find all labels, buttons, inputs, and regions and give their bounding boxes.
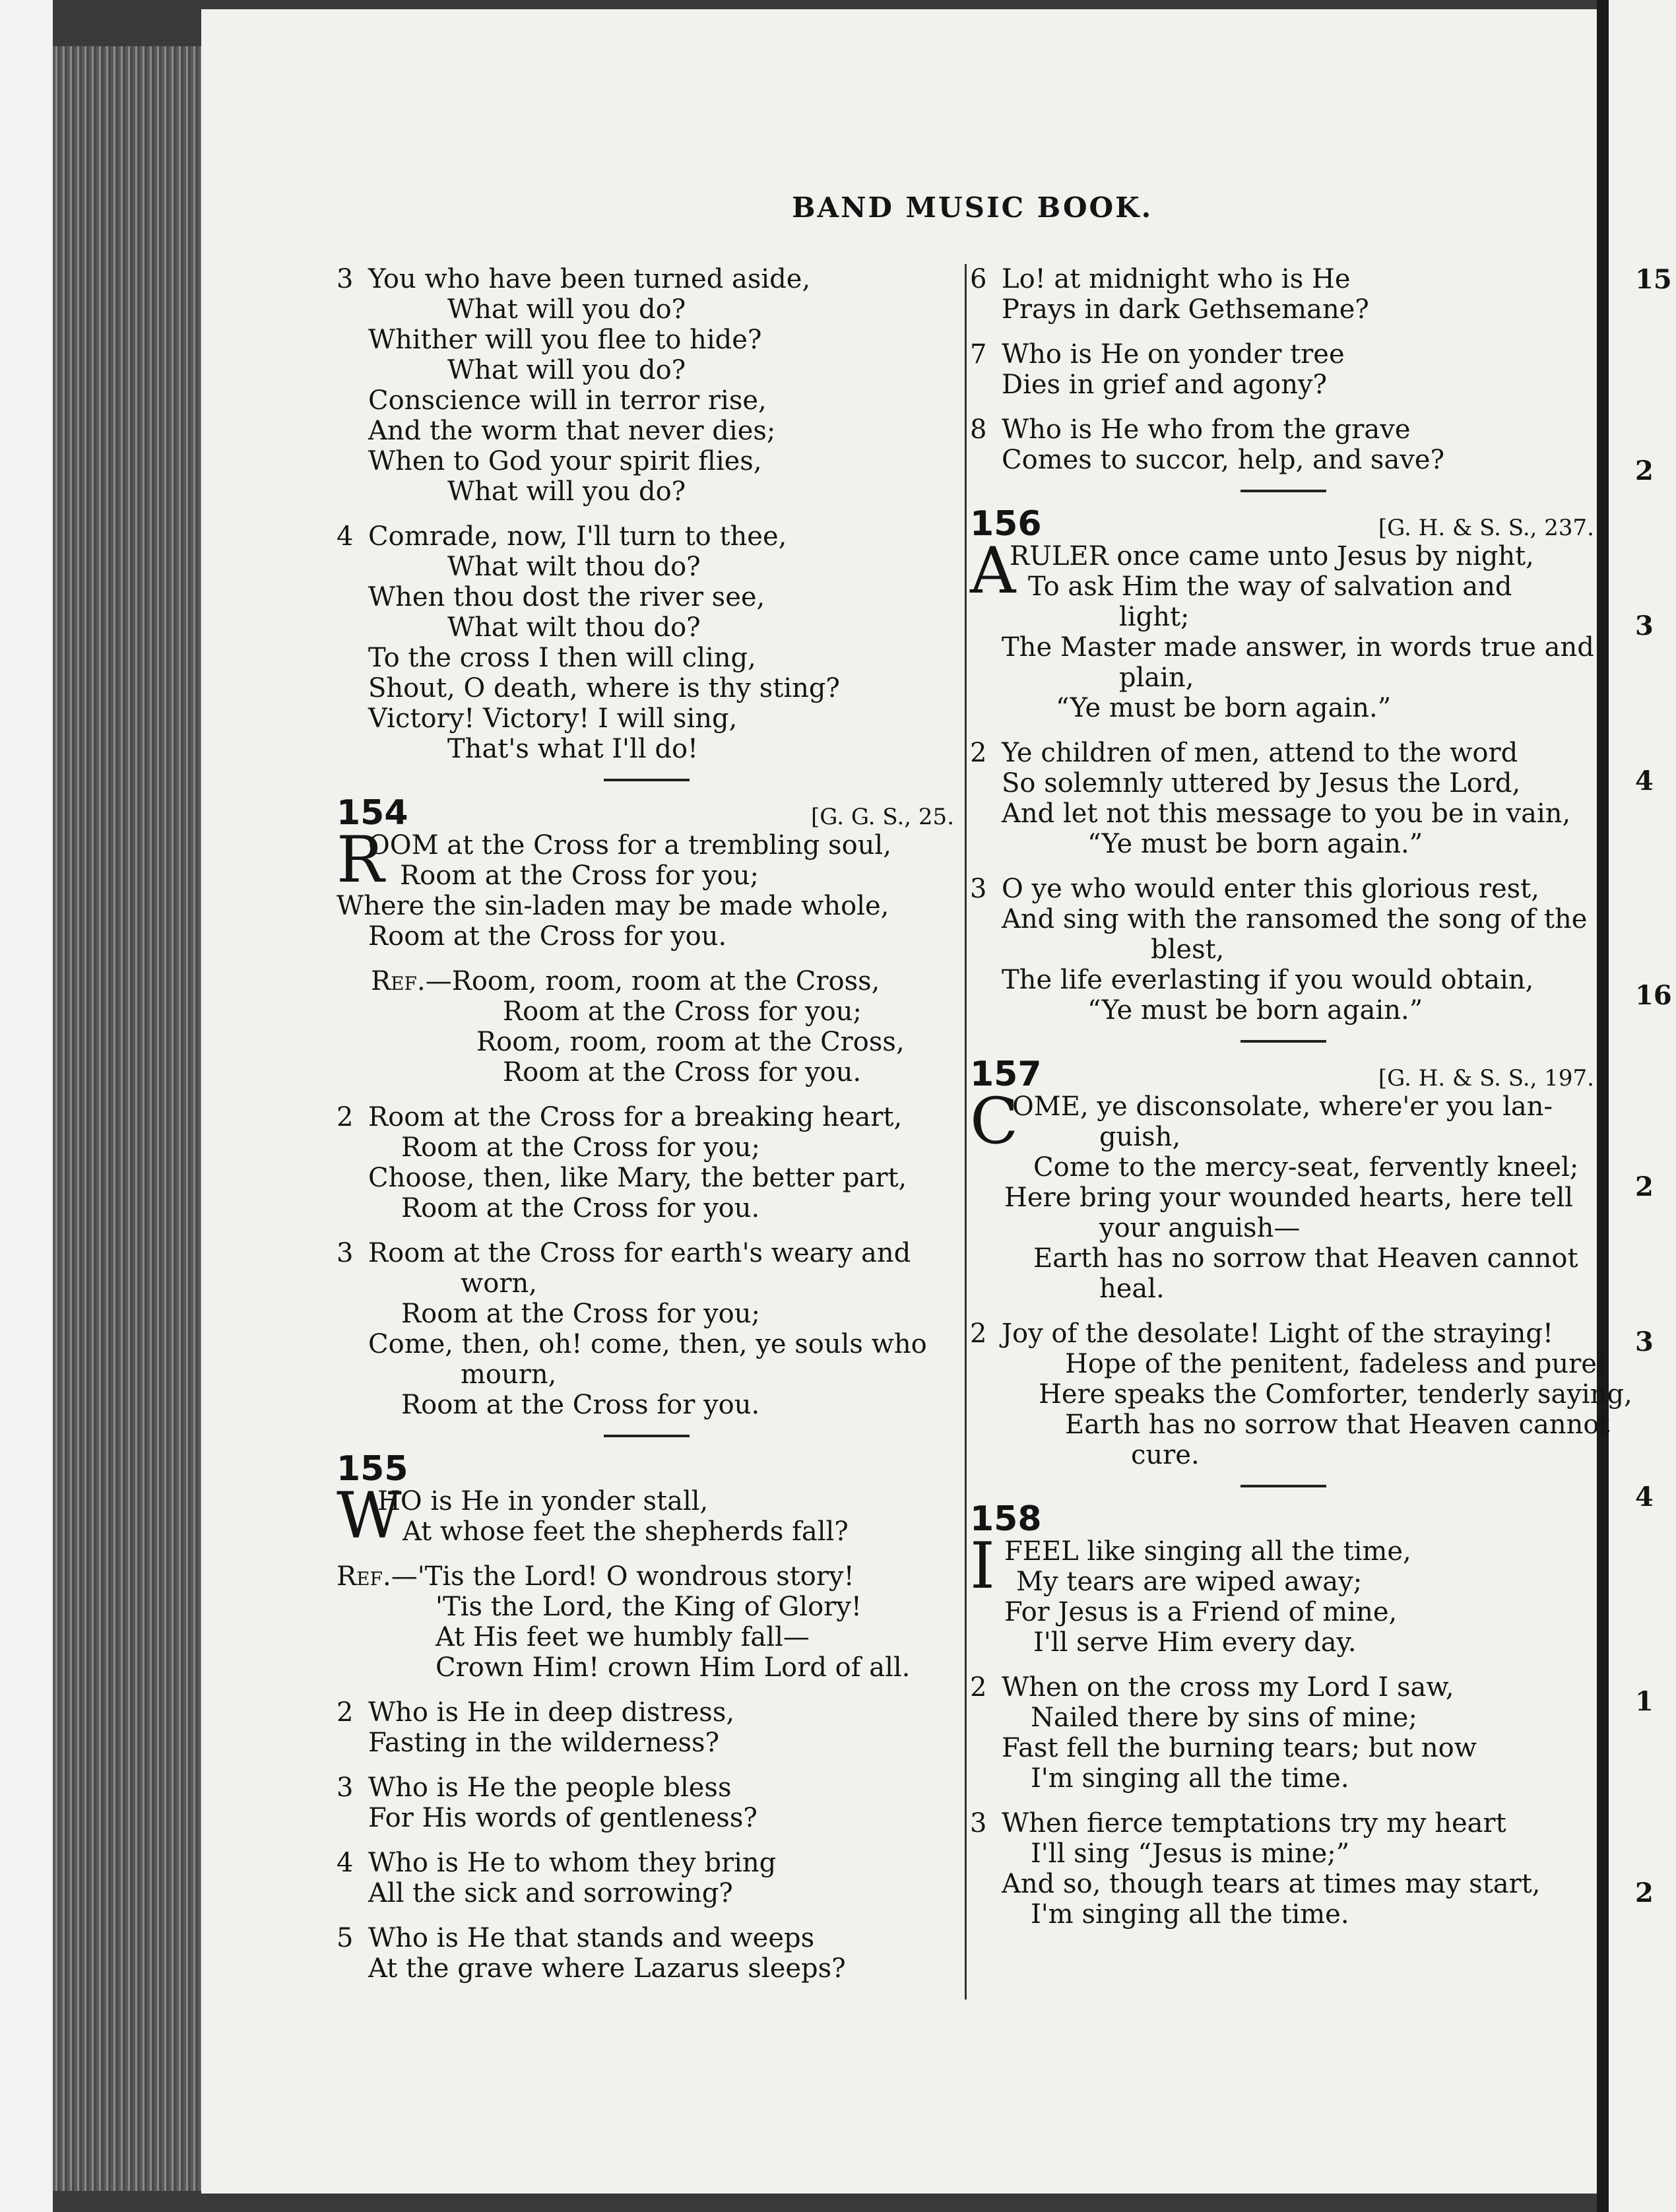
hymn-number: 157 [970, 1055, 1042, 1094]
hymn-number: 155 [337, 1449, 408, 1489]
verse-line: When to God your spirit flies, [368, 446, 762, 476]
verse-line: For His words of gentleness? [368, 1803, 757, 1833]
verse-line: That's what I'll do! [447, 734, 699, 764]
verse-line: Prays in dark Gethsemane? [1002, 294, 1369, 325]
verse-line: And the worm that never dies; [368, 416, 776, 446]
verse-line: At whose feet the shepherds fall? [403, 1516, 849, 1547]
hymn-number: 154 [337, 793, 408, 833]
hymn-157 [970, 1055, 1632, 1470]
verse-line: Comes to succor, help, and save? [1002, 445, 1445, 475]
verse-line: Choose, then, like Mary, the better part, [368, 1163, 907, 1193]
verse-line: your anguish— [1099, 1213, 1301, 1243]
verse-line: OME, ye disconsolate, where'er you lan- [1012, 1091, 1553, 1122]
refrain-line: Room, room, room at the Cross, [476, 1027, 905, 1057]
verse-line: Who is He to whom they bring [368, 1848, 777, 1878]
verse-line: Room at the Cross for you. [401, 1390, 760, 1420]
verse-line: Victory! Victory! I will sing, [368, 703, 738, 734]
verse-number: 4 [337, 521, 354, 552]
margin-hymn-number: 15 [1635, 264, 1672, 295]
verse-number: 5 [337, 1923, 354, 1953]
verse-line: Room at the Cross for you. [401, 1193, 760, 1223]
hymn-source: [G. G. S., 25. [811, 804, 954, 830]
verse-line: Who is He that stands and weeps [368, 1923, 815, 1953]
verse-line: Lo! at midnight who is He [1002, 264, 1351, 294]
refrain [337, 966, 957, 1088]
margin-verse-number: 2 [1635, 1171, 1654, 1202]
refrain-line: 'Tis the Lord, the King of Glory! [435, 1592, 862, 1622]
margin-verse-number: 3 [1635, 1326, 1654, 1357]
verse-line: Who is He the people bless [368, 1773, 732, 1803]
verse-3 [970, 1808, 1597, 1930]
verse-line: What will you do? [447, 355, 686, 385]
verse-line: My tears are wiped away; [1016, 1567, 1363, 1597]
margin-hymn-number: 16 [1635, 980, 1672, 1011]
left-column [337, 264, 957, 1998]
verse-line: To the cross I then will cling, [368, 643, 756, 673]
verse-line: For Jesus is a Friend of mine, [1004, 1597, 1398, 1627]
column-divider [965, 264, 967, 2000]
verse-line: worn, [461, 1268, 537, 1299]
verse-number: 3 [970, 1808, 987, 1838]
verse-4 [337, 1848, 957, 1908]
verse-line: cure. [1131, 1440, 1200, 1470]
verse-line: Come, then, oh! come, then, ye souls who [368, 1329, 927, 1359]
verse-line: O ye who would enter this glorious rest, [1002, 874, 1539, 904]
verse-line: Room at the Cross for you; [400, 861, 759, 891]
running-head: BAND MUSIC BOOK. [792, 191, 1153, 224]
verse-number: 2 [970, 1672, 987, 1703]
verse-line: Who is He who from the grave [1002, 414, 1411, 445]
hymn-number: 158 [970, 1499, 1042, 1539]
verse-line: Room at the Cross for you; [401, 1132, 761, 1163]
verse-line: When on the cross my Lord I saw, [1002, 1672, 1454, 1703]
hymn-155-verse-7 [970, 339, 1597, 400]
verse-line: I'll serve Him every day. [1033, 1627, 1357, 1658]
hymn-155 [337, 1449, 957, 1984]
next-page-edge [1609, 0, 1676, 2212]
hymn-156 [970, 504, 1597, 1025]
section-rule [1241, 1485, 1326, 1487]
verse-line: plain, [1119, 663, 1194, 693]
hymn-source: [G. H. & S. S., 197. [1378, 1065, 1594, 1091]
verse-1 [970, 1529, 1597, 1658]
refrain-label: Ref. [337, 1561, 391, 1592]
verse-line: heal. [1099, 1274, 1165, 1304]
verse-line: Joy of the desolate! Light of the straying! [1002, 1318, 1554, 1349]
verse-line: OOM at the Cross for a trembling soul, [368, 830, 891, 861]
drop-cap: I [970, 1529, 995, 1603]
verse-line: Comrade, now, I'll turn to thee, [368, 521, 787, 552]
book-page-edges [53, 46, 205, 2191]
verse-number: 3 [337, 1773, 354, 1803]
verse-line: When thou dost the river see, [368, 582, 765, 612]
verse-line: Conscience will in terror rise, [368, 385, 767, 416]
verse-line: The life everlasting if you would obtain, [1002, 965, 1534, 995]
verse-number: 2 [970, 1318, 987, 1349]
verse-line: At the grave where Lazarus sleeps? [368, 1953, 846, 1984]
verse-number: 8 [970, 414, 987, 445]
verse-2 [970, 1672, 1597, 1794]
margin-verse-number: 2 [1635, 455, 1654, 486]
verse-5 [337, 1923, 957, 1984]
verse-1 [337, 1479, 957, 1553]
verse-2 [337, 1697, 957, 1758]
verse-1 [337, 823, 957, 952]
refrain-label: Ref. [371, 966, 426, 996]
verse-number: 7 [970, 339, 987, 370]
margin-hymn-number: 1 [1635, 1686, 1654, 1717]
verse-line: What wilt thou do? [447, 552, 701, 582]
verse-line: Where the sin-laden may be made whole, [337, 891, 889, 921]
verse-number: 2 [337, 1102, 354, 1132]
drop-cap: A [970, 534, 1016, 608]
verse-3 [337, 1773, 957, 1833]
verse-line: Here bring your wounded hearts, here tell [1004, 1183, 1574, 1213]
hymn-155-verse-6 [970, 264, 1597, 325]
verse-line: Whither will you flee to hide? [368, 325, 762, 355]
verse-line: Dies in grief and agony? [1002, 370, 1328, 400]
verse-line: What will you do? [447, 476, 686, 507]
refrain-line: Room at the Cross for you; [503, 996, 862, 1027]
verse-line: Here speaks the Comforter, tenderly saying, [1039, 1379, 1632, 1410]
verse-line: HO is He in yonder stall, [377, 1486, 709, 1516]
verse-line: To ask Him the way of salvation and [1028, 571, 1512, 602]
verse-line: Room at the Cross for earth's weary and [368, 1238, 911, 1268]
verse-line: And sing with the ransomed the song of the [1002, 904, 1588, 934]
section-rule [604, 1435, 690, 1437]
verse-line: Nailed there by sins of mine; [1031, 1703, 1417, 1733]
verse-line: guish, [1099, 1122, 1181, 1152]
verse-line: The Master made answer, in words true and [1002, 632, 1594, 663]
book-gutter [1597, 0, 1609, 2212]
verse-line: I'm singing all the time. [1031, 1763, 1349, 1794]
scan-background [0, 0, 53, 2212]
verse-number: 3 [337, 1238, 354, 1268]
verse-1 [970, 534, 1597, 723]
verse-line: So solemnly uttered by Jesus the Lord, [1002, 768, 1521, 798]
refrain-line: Crown Him! crown Him Lord of all. [435, 1652, 911, 1683]
verse-line: Who is He in deep distress, [368, 1697, 735, 1728]
hymn-155-verse-8 [970, 414, 1597, 475]
right-column [970, 264, 1632, 1944]
margin-verse-number: 2 [1635, 1877, 1654, 1908]
refrain-line: —Room, room, room at the Cross, [425, 966, 880, 996]
refrain [337, 1561, 957, 1683]
section-rule [604, 779, 690, 781]
verse-line: “Ye must be born again.” [1056, 693, 1392, 723]
verse-line: Who is He on yonder tree [1002, 339, 1345, 370]
verse-number: 3 [337, 264, 354, 294]
verse-line: FEEL like singing all the time, [1004, 1536, 1411, 1567]
verse-line: Earth has no sorrow that Heaven cannot [1033, 1243, 1578, 1274]
verse-number: 2 [970, 738, 987, 768]
drop-cap: C [970, 1084, 1019, 1158]
refrain-line: At His feet we humbly fall— [435, 1622, 810, 1652]
hymn-154 [337, 793, 957, 1420]
verse-line: Earth has no sorrow that Heaven cannot [1065, 1410, 1610, 1440]
hymn-source: [G. H. & S. S., 237. [1378, 515, 1594, 541]
hymn-153-verse-3 [337, 264, 957, 507]
verse-line: And let not this message to you be in vain, [1002, 798, 1571, 829]
verse-line: mourn, [461, 1359, 557, 1390]
section-rule [1241, 1040, 1326, 1043]
refrain-line: —'Tis the Lord! O wondrous story! [391, 1561, 854, 1592]
hymn-158 [970, 1499, 1597, 1930]
verse-line: Fast fell the burning tears; but now [1002, 1733, 1477, 1763]
verse-line: light; [1119, 602, 1190, 632]
verse-line: Hope of the penitent, fadeless and pure! [1065, 1349, 1607, 1379]
verse-3 [970, 874, 1597, 1025]
verse-line: blest, [1151, 934, 1225, 965]
verse-line: And so, though tears at times may start, [1002, 1869, 1541, 1899]
verse-line: When fierce temptations try my heart [1002, 1808, 1506, 1838]
verse-number: 4 [337, 1848, 354, 1878]
verse-line: What wilt thou do? [447, 612, 701, 643]
drop-cap: W [337, 1479, 402, 1553]
verse-1 [970, 1084, 1597, 1304]
verse-number: 6 [970, 264, 987, 294]
verse-number: 2 [337, 1697, 354, 1728]
verse-line: Come to the mercy-seat, fervently kneel; [1033, 1152, 1579, 1183]
verse-line: Room at the Cross for you. [368, 921, 727, 952]
verse-line: I'm singing all the time. [1031, 1899, 1349, 1930]
drop-cap: R [337, 823, 385, 897]
verse-2 [970, 1318, 1632, 1470]
verse-line: Fasting in the wilderness? [368, 1728, 720, 1758]
verse-number: 3 [970, 874, 987, 904]
verse-line: “Ye must be born again.” [1087, 829, 1423, 859]
verse-line: “Ye must be born again.” [1087, 995, 1423, 1025]
hymn-number: 156 [970, 504, 1042, 544]
verse-line: Ye children of men, attend to the word [1002, 738, 1518, 768]
verse-line: What will you do? [447, 294, 686, 325]
margin-verse-number: 4 [1635, 1481, 1654, 1513]
verse-line: Room at the Cross for you; [401, 1299, 761, 1329]
verse-line: RULER once came unto Jesus by night, [1010, 541, 1534, 571]
section-rule [1241, 490, 1326, 492]
verse-2 [337, 1102, 957, 1223]
margin-verse-number: 3 [1635, 610, 1654, 641]
hymn-153-verse-4 [337, 521, 957, 764]
verse-line: Room at the Cross for a breaking heart, [368, 1102, 903, 1132]
verse-line: Shout, O death, where is thy sting? [368, 673, 840, 703]
refrain-line: Room at the Cross for you. [503, 1057, 862, 1088]
verse-line: I'll sing “Jesus is mine;” [1031, 1838, 1350, 1869]
verse-line: All the sick and sorrowing? [368, 1878, 733, 1908]
verse-2 [970, 738, 1597, 859]
verse-line: You who have been turned aside, [368, 264, 811, 294]
verse-3 [337, 1238, 957, 1420]
margin-verse-number: 4 [1635, 765, 1654, 797]
